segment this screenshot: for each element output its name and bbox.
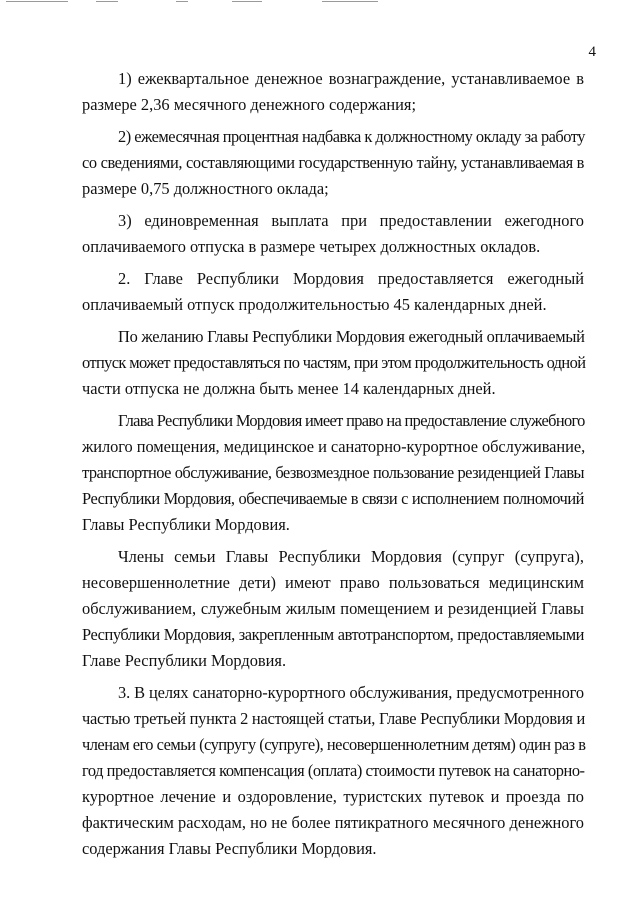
scan-edge-mark [322,1,378,2]
text-line: фактическим расходам, но не более пятикратного месячного денежного [82,813,584,832]
text-line: со сведениями, составляющими государственную тайну, устанавливаемая в [82,153,584,172]
text-line: оплачиваемого отпуска в размере четырех должностных окладов. [82,237,541,256]
paragraph-p2 [82,124,584,202]
scan-edge-mark [6,1,68,2]
paragraph-p4 [82,266,584,318]
text-line: Главы Республики Мордовия. [82,515,290,534]
paragraph-p6 [82,408,584,538]
text-line: несовершеннолетние дети) имеют право пользоваться медицинским [82,573,584,592]
text-line: 3) единовременная выплата при предоставлении ежегодного [118,211,584,230]
scan-edge-mark [232,1,262,2]
text-line: отпуск может предоставляться по частям, при этом продолжительность одной [82,353,586,372]
text-line: 3. В целях санаторно-курортного обслуживания, предусмотренного [118,683,584,702]
text-line: Республики Мордовия, обеспечиваемые в связи с исполнением полномочий [82,489,584,508]
scan-edge-mark [96,1,118,2]
text-line: Члены семьи Главы Республики Мордовия (супруг (супруга), [118,547,584,566]
paragraph-p7 [82,544,584,674]
text-line: оплачиваемый отпуск продолжительностью 45 календарных дней. [82,295,547,314]
text-line: По желанию Главы Республики Мордовия ежегодный оплачиваемый [118,327,585,346]
text-line: транспортное обслуживание, безвозмездное пользование резиденцией Главы [82,463,584,482]
text-line: членам его семьи (супругу (супруге), несовершеннолетним детям) один раз в [82,735,586,754]
document-body [82,66,584,862]
text-line: Глава Республики Мордовия имеет право на предоставление служебного [118,411,585,430]
text-line: курортное лечение и оздоровление, туристских путевок и проезда по [82,787,584,806]
text-line: размере 0,75 должностного оклада; [82,179,329,198]
paragraph-p8 [82,680,584,862]
text-line: 2) ежемесячная процентная надбавка к должностному окладу за работу [118,127,585,146]
text-line: размере 2,36 месячного денежного содержания; [82,95,416,114]
text-line: содержания Главы Республики Мордовия. [82,839,377,858]
scan-edge-mark [176,1,188,2]
paragraph-p1 [82,66,584,118]
paragraph-p5 [82,324,584,402]
text-line: части отпуска не должна быть менее 14 календарных дней. [82,379,496,398]
text-line: Главе Республики Мордовия. [82,651,287,670]
text-line: частью третьей пункта 2 настоящей статьи, Главе Республики Мордовия и [82,709,586,728]
text-line: 1) ежеквартальное денежное вознаграждение, устанавливаемое в [118,69,584,88]
page-number: 4 [588,44,596,60]
text-line: обслуживанием, служебным жилым помещением и резиденцией Главы [82,599,584,618]
text-line: Республики Мордовия, закрепленным автотранспортом, предоставляемыми [82,625,584,644]
paragraph-p3 [82,208,584,260]
text-line: 2. Главе Республики Мордовия предоставляется ежегодный [118,269,584,288]
text-line: год предоставляется компенсация (оплата) стоимости путевок на санаторно- [82,761,585,780]
text-line: жилого помещения, медицинское и санаторно-курортное обслуживание, [82,437,586,456]
